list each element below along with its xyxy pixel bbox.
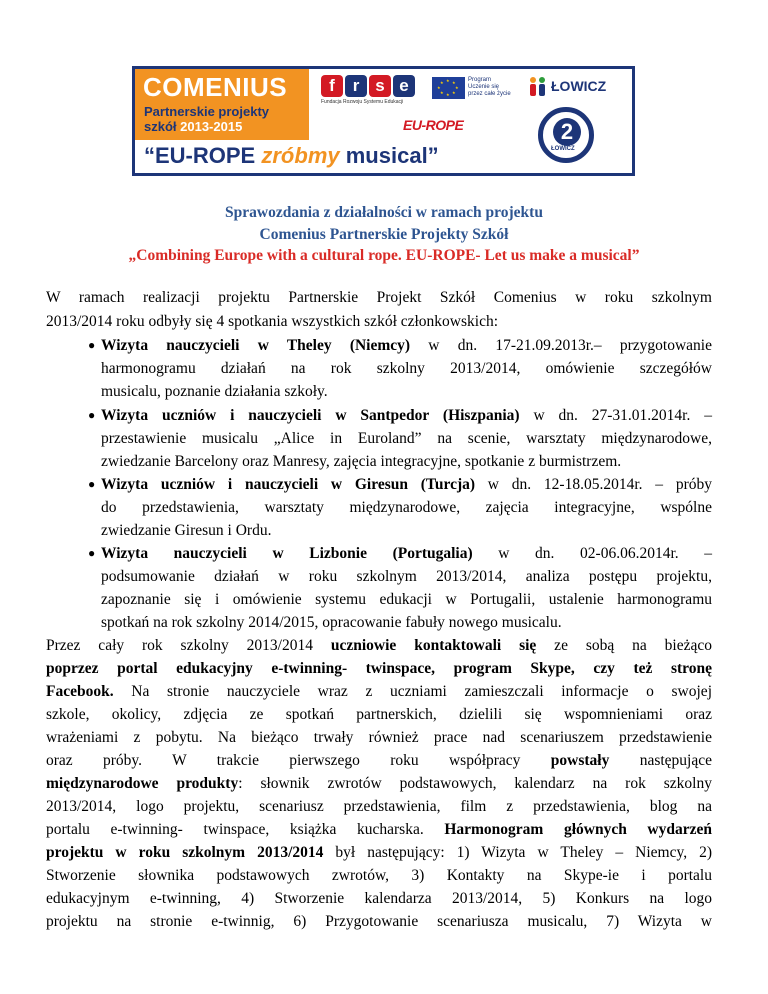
para-line	[46, 635, 712, 656]
program-line: Program	[468, 77, 492, 83]
para-text: Przez cały rok szkolny 2013/2014	[46, 637, 331, 654]
para-text: : słownik zwrotów podstawowych, kalendarz na rok szkolny	[238, 775, 712, 792]
para-bold: Harmonogram głównych wydarzeń	[444, 821, 713, 838]
para-bold: Facebook.	[46, 683, 114, 700]
banner-years	[144, 120, 242, 134]
c2-label: ŁOWICZ	[551, 146, 575, 152]
para-bold: uczniowie kontaktowali się	[330, 637, 537, 654]
para-text: był następujący: 1) Wizyta w Theley – Niemcy, 2)	[323, 844, 712, 861]
bullet-first-line	[101, 474, 712, 495]
project-banner	[132, 66, 635, 176]
para-line	[46, 819, 712, 840]
bullet-cont-line: do przedstawienia, warsztaty międzynarodowe, zajęcia integracyjne, wspólne	[101, 499, 712, 516]
para-line: edukacyjnym e-twinning, 4) Stworzenie kalendarza 2013/2014, 5) Konkurs na logo	[46, 890, 712, 907]
bullet-rest: w dn. 02-06.06.2014r. –	[472, 545, 712, 562]
para-text: oraz próby. W trakcie pierwszego roku współpracy	[46, 752, 551, 769]
bullet-cont-line: musicalu, poznanie działania szkoły.	[101, 383, 328, 400]
frse-logo	[321, 75, 419, 105]
banner-title-start: “EU-ROPE	[144, 143, 256, 168]
banner-partnerskie-text: Partnerskie projekty	[144, 104, 270, 119]
intro-line: W ramach realizacji projektu Partnerskie Projekt Szkół Comenius w roku szkolnym	[46, 289, 712, 306]
banner-szkol-text: szkół	[144, 119, 177, 134]
frse-subtitle: Fundacja Rozwoju Systemu Edukacji	[321, 99, 404, 105]
lowicz-text: ŁOWICZ	[551, 78, 607, 94]
frse-letter: f	[321, 75, 343, 97]
frse-letter: s	[369, 75, 391, 97]
bullet-dot: ●	[88, 408, 96, 422]
heading-line-2: Comenius Partnerskie Projekty Szkół	[259, 226, 509, 243]
frse-letter: e	[393, 75, 415, 97]
bullet-cont-line: zwiedzanie Barcelony oraz Manresy, zajęcia integracyjne, spotkanie z burmistrzem.	[101, 453, 622, 470]
banner-years-text: 2013-2015	[180, 119, 243, 134]
program-text	[468, 77, 511, 98]
heading-line-1: Sprawozdania z działalności w ramach projektu	[225, 204, 543, 221]
bullet-bold: Wizyta uczniów i nauczycieli w Giresun (Turcja)	[101, 476, 476, 493]
intro-line: 2013/2014 roku odbyły się 4 spotkania wszystkich szkół członkowskich:	[46, 313, 499, 330]
para-line	[46, 773, 712, 794]
para-line	[46, 750, 712, 771]
c2-number: 2	[553, 118, 581, 146]
bullet-first-line	[101, 405, 712, 426]
bullet-cont-line: podsumowanie działań w roku szkolnym 2013/2014, analiza postępu projektu,	[101, 568, 712, 585]
bullet-rest: w dn. 27-31.01.2014r. –	[519, 407, 712, 424]
bullet-bold: Wizyta nauczycieli w Lizbonie (Portugalia)	[101, 545, 473, 562]
bullet-cont-line: spotkań na rok szkolny 2014/2015, opracowanie fabuły nowego musicalu.	[101, 614, 562, 631]
para-line: szkole, okolicy, zdjęcia ze spotkań partnerskich, dzielili się wspomnieniami oraz	[46, 706, 712, 723]
banner-title	[144, 143, 439, 169]
bullet-dot: ●	[88, 338, 96, 352]
para-line	[46, 681, 712, 702]
para-text: ze sobą na bieżąco	[536, 637, 712, 654]
program-line: przez całe życie	[468, 91, 511, 97]
program-line: Uczenie się	[468, 84, 500, 90]
para-bold: projektu w roku szkolnym 2013/2014	[46, 844, 324, 861]
para-text: Na stronie nauczyciele wraz z uczniami zamieszczali informacje o swojej	[113, 683, 712, 700]
school-c2-logo	[538, 107, 594, 163]
bullet-dot: ●	[88, 477, 96, 491]
bullet-rest: w dn. 17-21.09.2013r.– przygotowanie	[410, 337, 712, 354]
bullet-cont-line: zwiedzanie Giresun i Ordu.	[101, 522, 272, 539]
para-text: następujące	[609, 752, 712, 769]
bullet-cont-line: zapoznanie się i omówienie systemu edukacji w Portugalii, ustalenie harmonogramu	[101, 591, 712, 608]
para-line: projektu na stronie e-twinnig, 6) Przygotowanie scenariusza musicalu, 7) Wizyta w	[46, 913, 712, 930]
heading-line-3: „Combining Europe with a cultural rope. EU-ROPE- Let us make a musical”	[128, 247, 640, 264]
bullet-cont-line: harmonogramu działań na rok szkolny 2013/2014, omówienie szczegółów	[101, 360, 712, 377]
banner-comenius-text: COMENIUS	[143, 72, 288, 102]
frse-letter: r	[345, 75, 367, 97]
bullet-bold: Wizyta nauczycieli w Theley (Niemcy)	[101, 337, 411, 354]
bullet-bold: Wizyta uczniów i nauczycieli w Santpedor (Hiszpania)	[101, 407, 520, 424]
para-line: Stworzenie słownika podstawowych zwrotów, 3) Kontakty na Skype-ie i portalu	[46, 867, 712, 884]
para-line: 2013/2014, logo projektu, scenariusz przedstawienia, film z przedstawienia, blog na	[46, 798, 712, 815]
para-line: wrażeniami z pobytu. Na bieżąco trwały również prace nad scenariuszem przedstawienie	[46, 729, 712, 746]
bullet-first-line	[101, 335, 712, 356]
banner-title-orange: zróbmy	[261, 143, 340, 168]
bullet-rest: w dn. 12-18.05.2014r. – próby	[475, 476, 712, 493]
bullet-cont-line: przestawienie musicalu „Alice in Euroland” na scenie, warsztaty międzynarodowe,	[101, 430, 712, 447]
banner-title-end: musical”	[345, 143, 439, 168]
europe-logo-text: EU-ROPE	[403, 117, 464, 133]
para-bold: powstały	[550, 752, 610, 769]
para-text: portalu e-twinning- twinspace, książka kucharska.	[46, 821, 445, 838]
bullet-first-line	[101, 543, 712, 564]
para-bold: poprzez portal edukacyjny e-twinning- twinspace, program Skype, czy też stronę	[46, 660, 712, 677]
eu-flag-icon: ★ ★ ★ ★ ★ ★ ★ ★	[432, 77, 465, 99]
lowicz-figures-icon	[528, 76, 548, 98]
para-bold: międzynarodowe produkty	[46, 775, 239, 792]
bullet-dot: ●	[88, 546, 96, 560]
para-line	[46, 842, 712, 863]
para-line	[46, 658, 712, 679]
